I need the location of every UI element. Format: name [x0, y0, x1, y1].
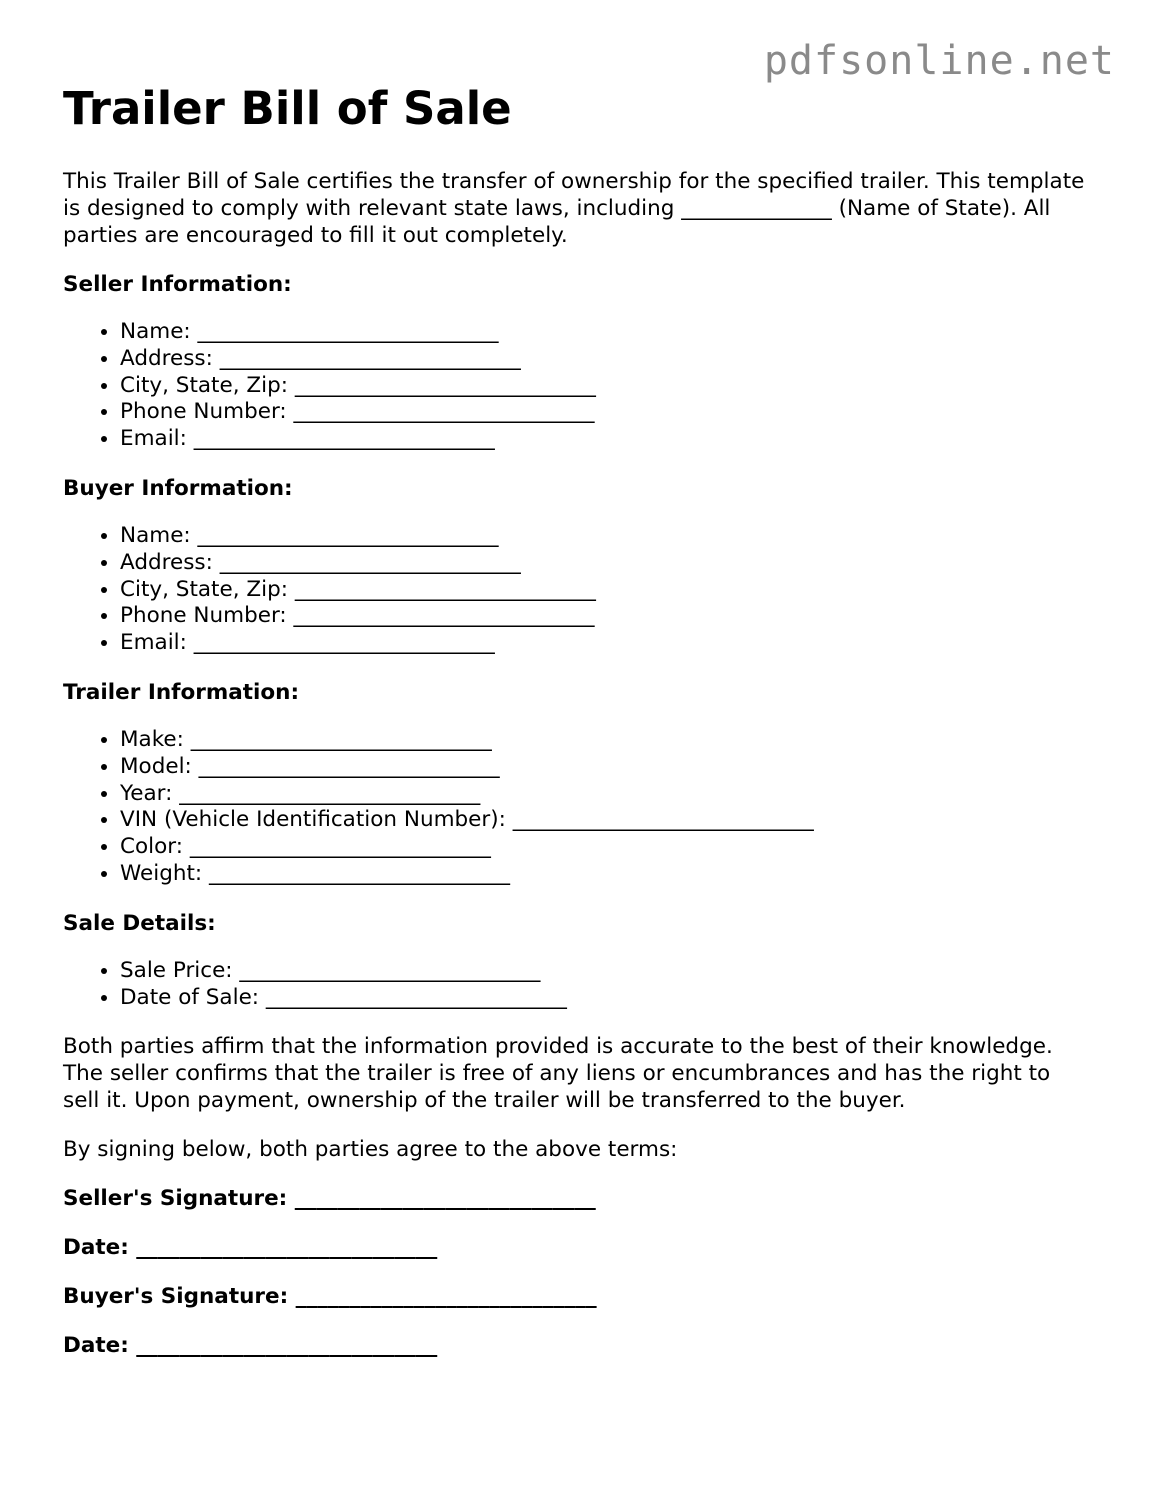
document-title: Trailer Bill of Sale	[63, 82, 512, 135]
trailer-model-field: • Model: ____________________________	[120, 754, 1093, 781]
seller-phone-field: • Phone Number: ____________________________	[120, 399, 1093, 426]
document-page	[63, 0, 1093, 1359]
buyer-field-list	[63, 523, 1093, 657]
seller-field-list	[63, 319, 1093, 453]
trailer-year-field: • Year: ____________________________	[120, 781, 1093, 808]
trailer-make-field: • Make: ____________________________	[120, 727, 1093, 754]
trailer-weight-field: • Weight: ____________________________	[120, 861, 1093, 888]
buyer-date-line: Date: ____________________________	[63, 1333, 438, 1359]
trailer-section-heading: Trailer Information:	[63, 679, 300, 705]
buyer-address-field: • Address: ____________________________	[120, 550, 1093, 577]
intro-paragraph: This Trailer Bill of Sale certifies the transfer of ownership for the specified trailer. This template is designed to comply with relevant state laws, including ______________ (Name of State). All parties are encouraged to fill it out completely.	[63, 169, 1085, 248]
sale-price-field: • Sale Price: ____________________________	[120, 958, 1093, 985]
sale-section-heading: Sale Details:	[63, 910, 216, 936]
affirmation-paragraph: Both parties affirm that the information provided is accurate to the best of their knowledge. The seller confirms that the trailer is free of any liens or encumbrances and has the right to sell it. Upon payment, ownership of the trailer will be transferred to the buyer.	[63, 1034, 1053, 1114]
seller-address-field: • Address: ____________________________	[120, 346, 1093, 373]
seller-date-line: Date: ____________________________	[63, 1235, 438, 1261]
trailer-color-field: • Color: ____________________________	[120, 834, 1093, 861]
buyer-name-field: • Name: ____________________________	[120, 523, 1093, 550]
buyer-phone-field: • Phone Number: ____________________________	[120, 603, 1093, 630]
agreement-paragraph: By signing below, both parties agree to the above terms:	[63, 1137, 678, 1163]
watermark: pdfsonline.net	[763, 38, 1115, 84]
sale-field-list	[63, 958, 1093, 1012]
seller-city-state-zip-field: • City, State, Zip: ____________________________	[120, 373, 1093, 400]
seller-name-field: • Name: ____________________________	[120, 319, 1093, 346]
buyer-city-state-zip-field: • City, State, Zip: ____________________________	[120, 577, 1093, 604]
buyer-section-heading: Buyer Information:	[63, 475, 293, 501]
seller-signature-line: Seller's Signature: ____________________________	[63, 1186, 596, 1212]
seller-section-heading: Seller Information:	[63, 272, 292, 297]
buyer-email-field: • Email: ____________________________	[120, 630, 1093, 657]
sale-date-field: • Date of Sale: ____________________________	[120, 985, 1093, 1012]
buyer-signature-line: Buyer's Signature: ____________________________	[63, 1284, 597, 1310]
trailer-vin-field: • VIN (Vehicle Identification Number): ____________________________	[120, 807, 1093, 834]
trailer-field-list	[63, 727, 1093, 888]
seller-email-field: • Email: ____________________________	[120, 426, 1093, 453]
